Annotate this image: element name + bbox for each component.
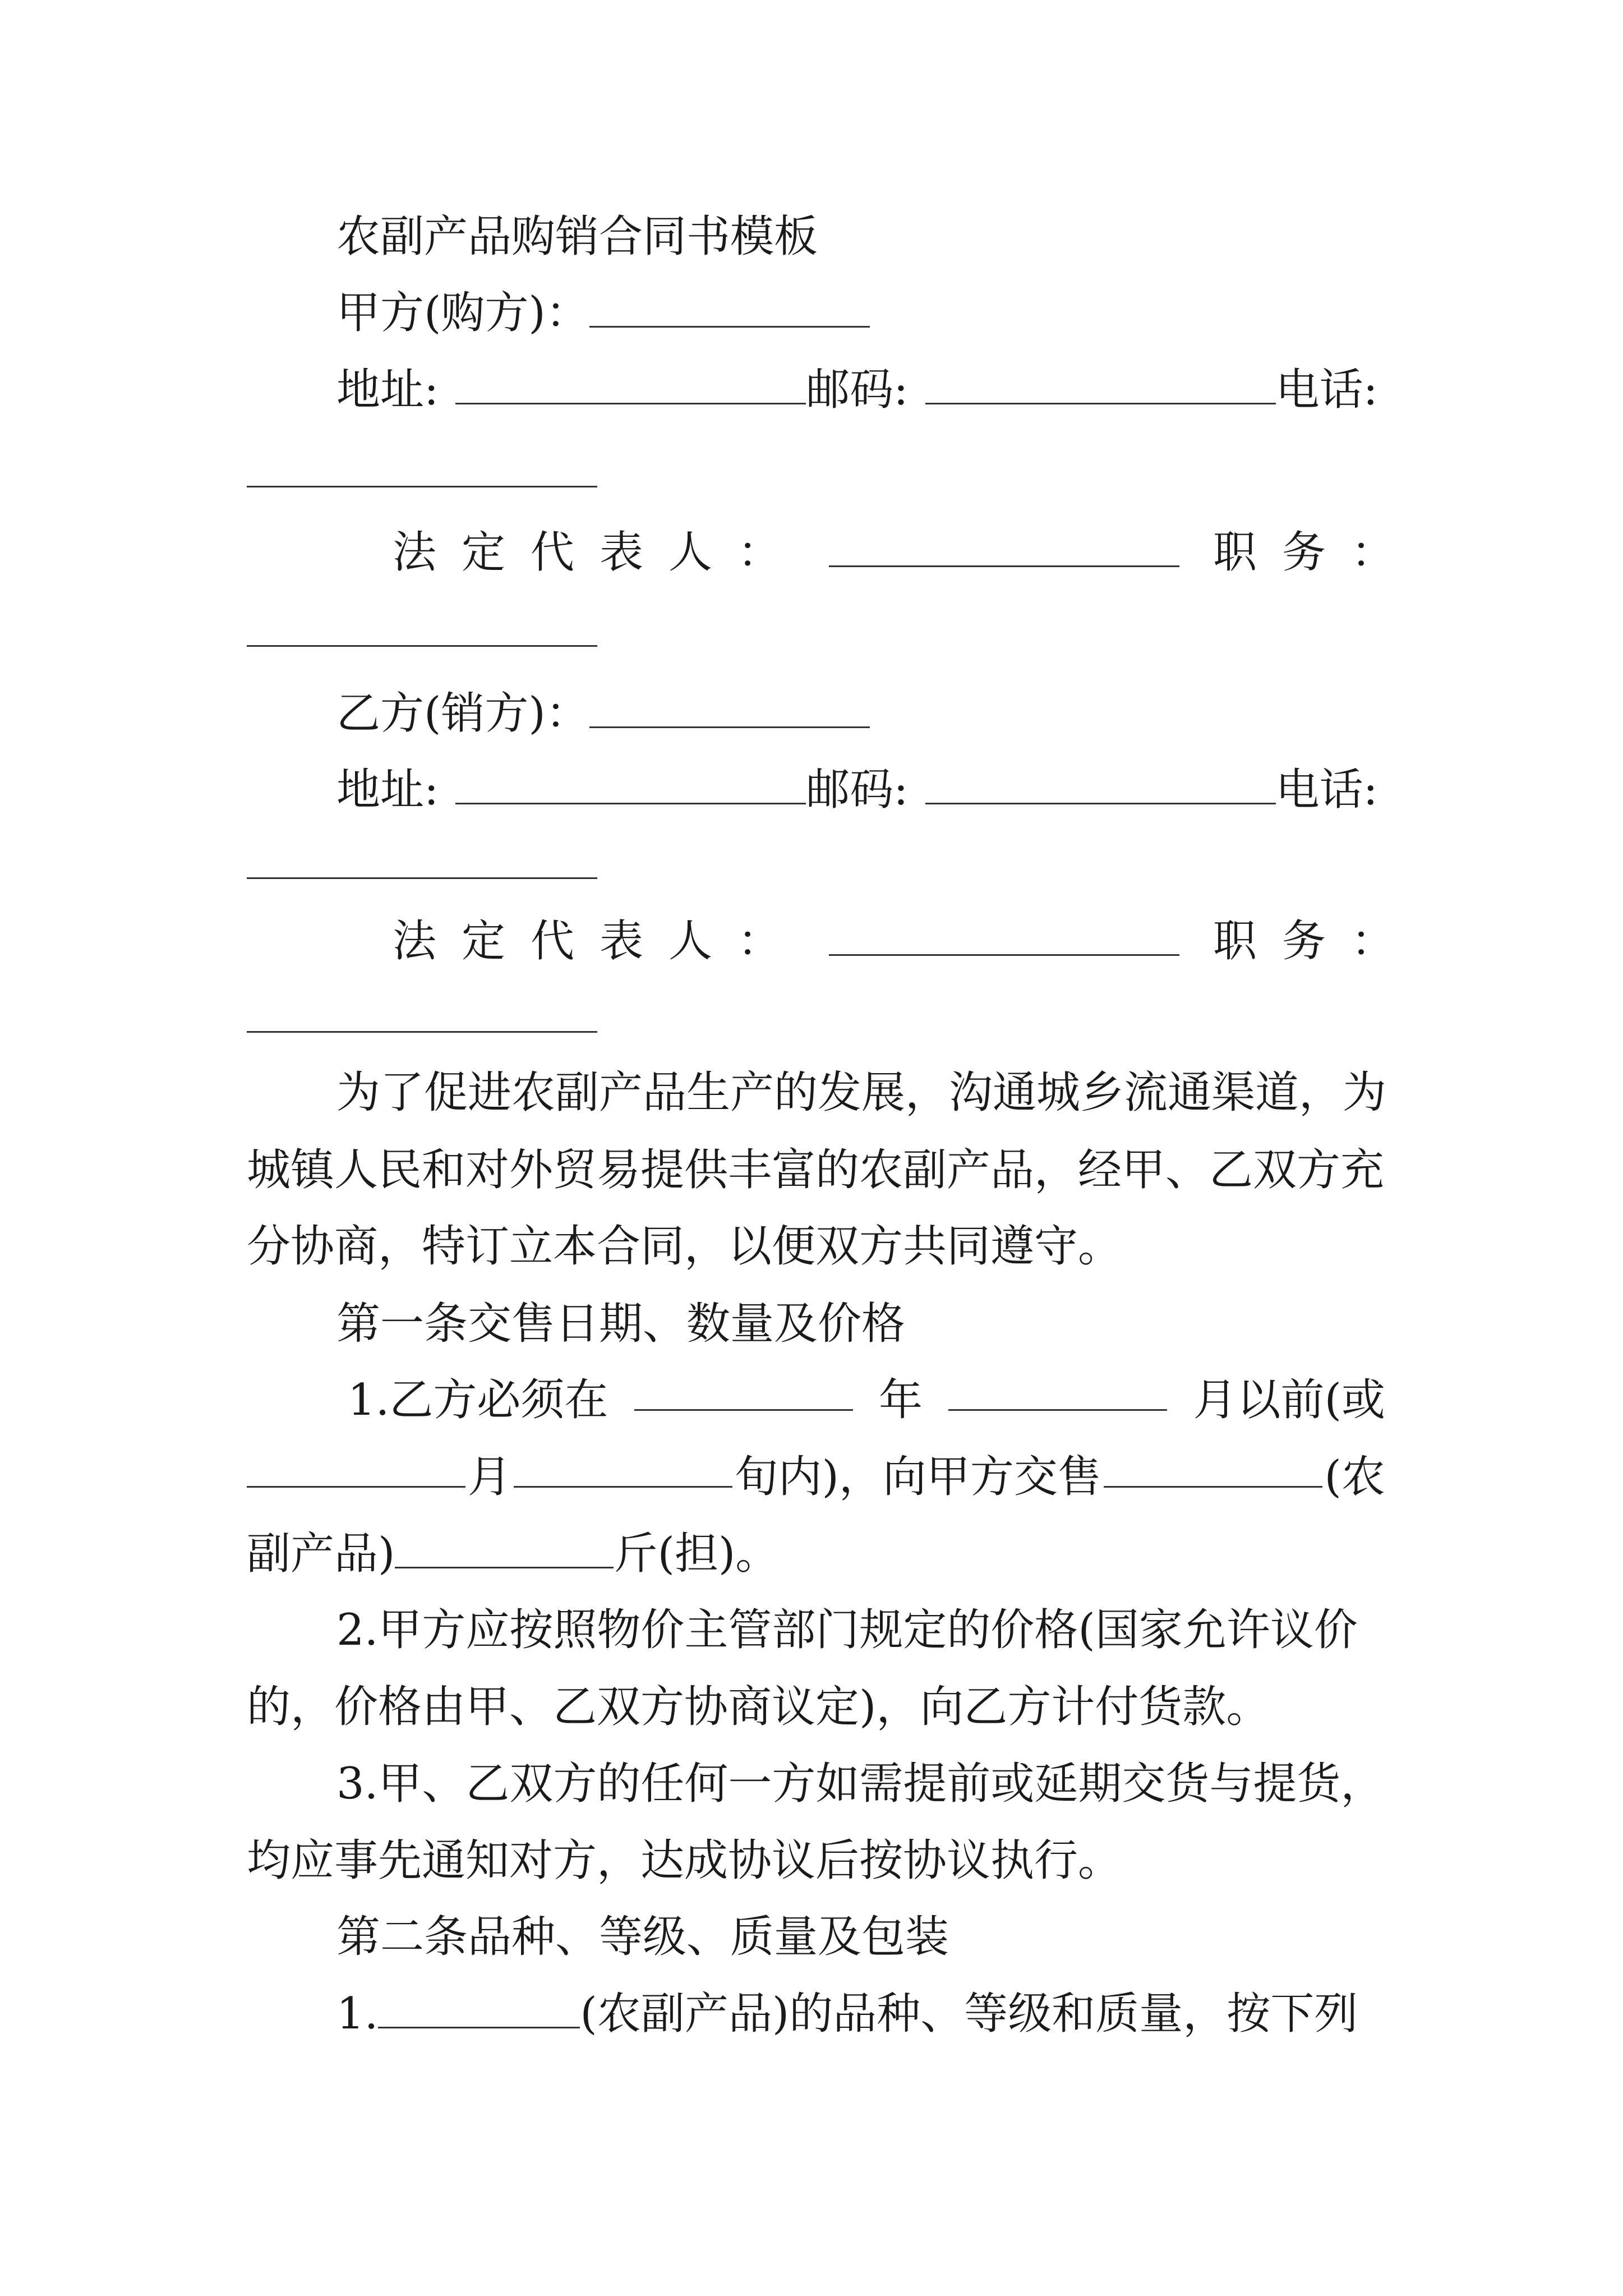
party-b-line (336, 685, 1475, 742)
article-1-item-1-line-2 (247, 1449, 1385, 1505)
party-a-name-blank (589, 289, 870, 328)
article-2-title: 第二条品种、等级、质量及包装 (336, 1912, 949, 1962)
party-a-rep-line (393, 524, 1421, 581)
postcode-blank (925, 766, 1276, 804)
item-text: 月 (467, 1452, 511, 1502)
position-blank (247, 645, 597, 647)
representative-blank (829, 917, 1179, 956)
item-text: 1.乙方必须在 (348, 1375, 608, 1425)
document-title: 农副产品购销合同书模板 (336, 211, 818, 262)
quantity-blank (395, 1530, 614, 1568)
party-a-address-line (336, 362, 1475, 418)
period-blank (514, 1449, 732, 1488)
item-text: 副产品) (247, 1529, 395, 1579)
position-label: 职务： (1213, 527, 1421, 578)
item-text: 斤(担)。 (614, 1529, 780, 1579)
month-blank (247, 1449, 465, 1488)
representative-label: 法定代表人： (393, 916, 807, 967)
article-1-item-3-line-2: 均应事先通知对方，达成协议后按协议执行。 (247, 1835, 1122, 1886)
party-a-line (336, 285, 1475, 341)
product-blank (1104, 1449, 1322, 1488)
article-1-item-3-line-1: 3.甲、乙双方的任何一方如需提前或延期交货与提货， (336, 1759, 1385, 1809)
article-2-item-1-line-1 (336, 1986, 1475, 2042)
item-text: (农 (1324, 1452, 1385, 1502)
phone-label: 电话: (1275, 365, 1378, 415)
address-blank (455, 366, 806, 404)
year-blank (634, 1372, 853, 1411)
postcode-label: 邮码: (806, 365, 909, 415)
position-blank (247, 1031, 597, 1033)
article-1-item-1-line-3 (247, 1526, 1385, 1582)
item-text: 1. (336, 1989, 379, 2039)
address-blank (455, 766, 806, 804)
address-label: 地址: (336, 365, 439, 415)
party-b-rep-line (393, 913, 1421, 969)
item-text: 年 (878, 1375, 923, 1425)
phone-blank (247, 877, 597, 879)
item-text: 月以前(或 (1193, 1375, 1385, 1425)
postcode-blank (925, 366, 1276, 404)
item-text: (农副产品)的品种、等级和质量，按下列 (580, 1989, 1358, 2039)
intro-line-3: 分协商，特订立本合同，以便双方共同遵守。 (247, 1221, 1122, 1272)
item-text: 旬内)，向甲方交售 (734, 1452, 1101, 1502)
party-b-label: 乙方(销方)： (336, 688, 589, 739)
intro-line-1: 为了促进农副产品生产的发展，沟通城乡流通渠道，为 (336, 1068, 1387, 1118)
representative-blank (829, 528, 1179, 567)
article-1-title: 第一条交售日期、数量及价格 (336, 1299, 906, 1349)
intro-line-2: 城镇人民和对外贸易提供丰富的农副产品，经甲、乙双方充 (247, 1145, 1385, 1195)
postcode-label: 邮码: (806, 765, 909, 815)
party-a-label: 甲方(购方)： (336, 288, 589, 338)
article-1-item-1-line-1 (348, 1372, 1385, 1428)
representative-label: 法定代表人： (393, 527, 807, 578)
article-1-item-2-line-1: 2.甲方应按照物价主管部门规定的价格(国家允许议价 (336, 1605, 1358, 1655)
party-b-address-line (336, 762, 1475, 818)
phone-label: 电话: (1275, 765, 1378, 815)
article-1-item-2-line-2: 的，价格由甲、乙双方协商议定)，向乙方计付货款。 (247, 1682, 1270, 1732)
party-b-name-blank (589, 689, 870, 728)
product-blank (378, 1990, 580, 2028)
position-label: 职务： (1213, 916, 1421, 967)
month-blank (948, 1372, 1167, 1411)
phone-blank (247, 486, 597, 487)
address-label: 地址: (336, 765, 439, 815)
